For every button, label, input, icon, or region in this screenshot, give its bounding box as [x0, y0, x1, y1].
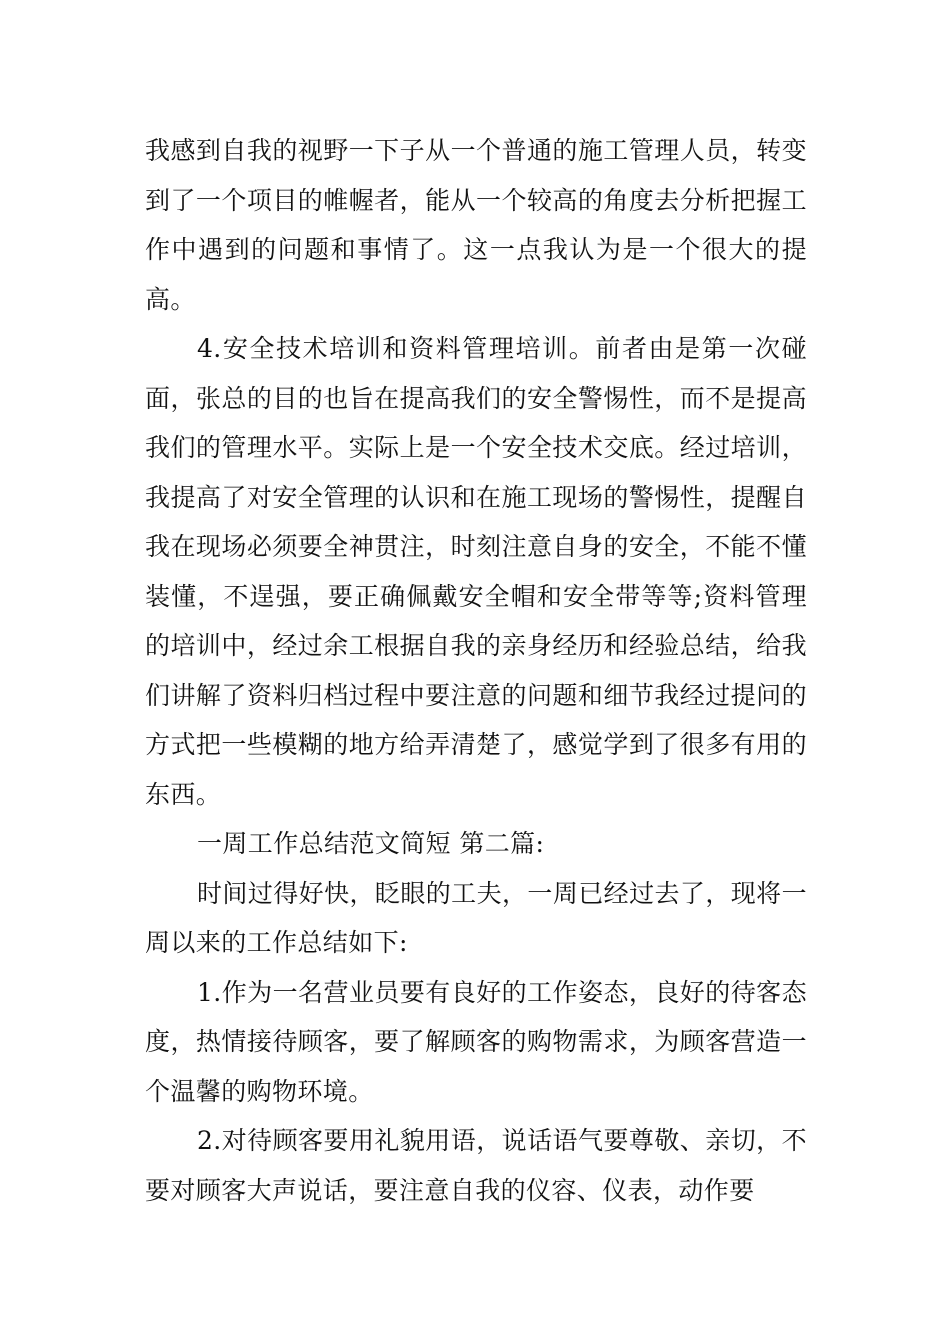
paragraph-2: 4.安全技术培训和资料管理培训。前者由是第一次碰面，张总的目的也旨在提高我们的安全警惕性，而不是提高我们的管理水平。实际上是一个安全技术交底。经过培训，我提高了对安全管理的认识和在施工现场的警惕性，提醒自我在现场必须要全神贯注，时刻注意自身的安全，不能不懂装懂，不逞强，要正确佩戴安全帽和安全带等等;资料管理的培训中，经过余工根据自我的亲身经历和经验总结，给我们讲解了资料归档过程中要注意的问题和细节我经过提问的方式把一些模糊的地方给弄清楚了，感觉学到了很多有用的东西。 — [145, 334, 807, 809]
document-page — [145, 126, 807, 1215]
paragraph-3: 时间过得好快，眨眼的工夫，一周已经过去了，现将一周以来的工作总结如下: — [145, 878, 807, 957]
paragraph-5: 2.对待顾客要用礼貌用语，说话语气要尊敬、亲切，不要对顾客大声说话，要注意自我的仪容、仪表，动作要 — [145, 1126, 807, 1205]
paragraph-4: 1.作为一名营业员要有良好的工作姿态，良好的待客态度，热情接待顾客，要了解顾客的购物需求，为顾客营造一个温馨的购物环境。 — [145, 977, 807, 1106]
paragraph-1: 我感到自我的视野一下子从一个普通的施工管理人员，转变到了一个项目的帷幄者，能从一个较高的角度去分析把握工作中遇到的问题和事情了。这一点我认为是一个很大的提高。 — [145, 136, 807, 314]
section-heading: 一周工作总结范文简短 第二篇: — [197, 829, 545, 858]
